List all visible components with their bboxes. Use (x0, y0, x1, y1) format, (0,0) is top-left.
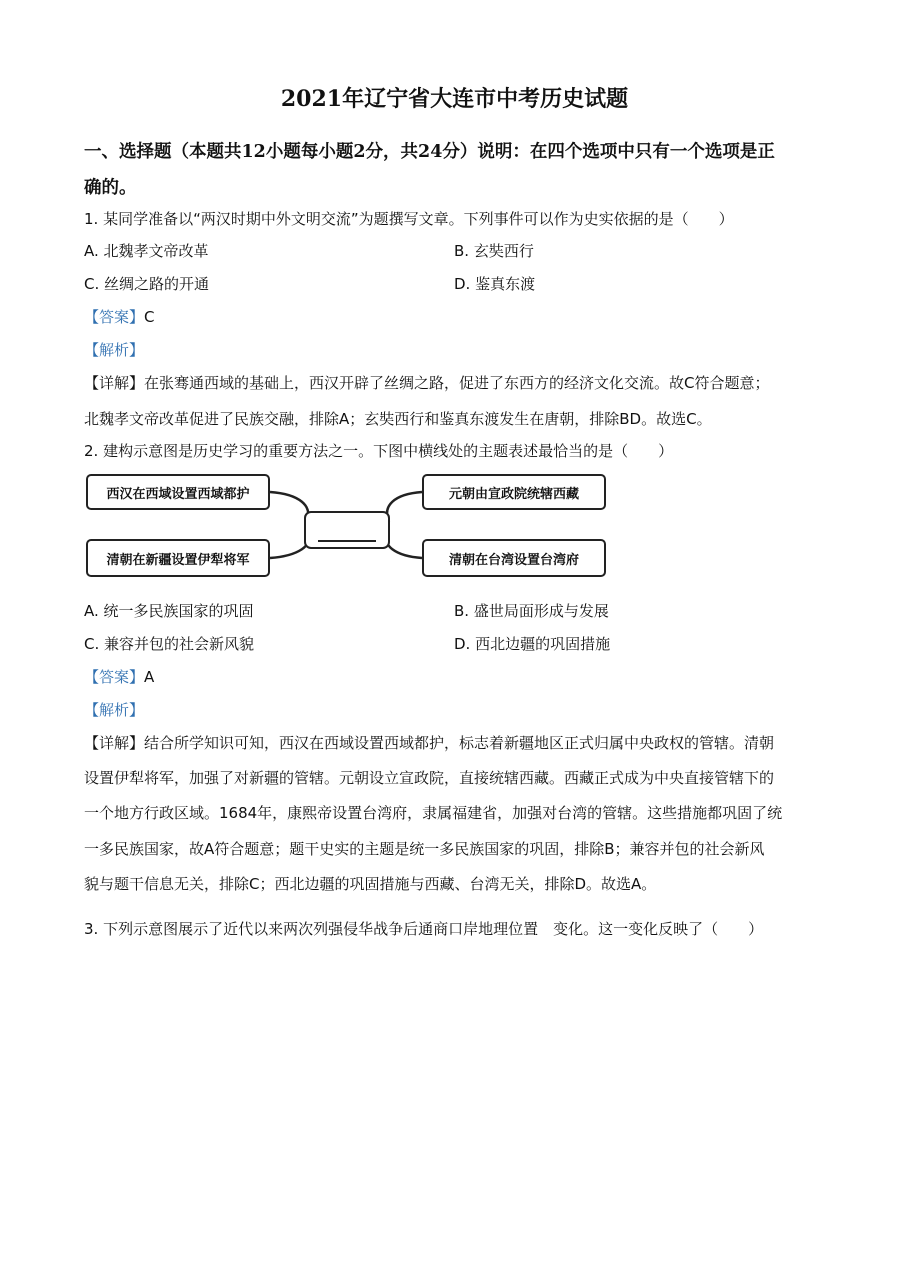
question-2-detail-line-4: 一多民族国家，故A符合题意；题干史实的主题是统一多民族国家的巩固，排除B；兼容并包的社会新风 (84, 840, 765, 858)
answer-value: C (144, 308, 155, 326)
question-1-answer (84, 306, 155, 327)
question-2-option-c: C. 兼容并包的社会新风貌 (84, 635, 255, 653)
question-2-detail-line-1 (84, 732, 829, 753)
question-2-detail-line-2: 设置伊犁将军，加强了对新疆的管辖。元朝设立宣政院，直接统辖西藏。西藏正式成为中央直接管辖下的 (84, 769, 775, 787)
question-2-option-a: A. 统一多民族国家的巩固 (84, 602, 254, 620)
detail-tag: 【详解】 (84, 734, 145, 752)
connector-top-left (270, 492, 308, 522)
diagram-box-top-right: 元朝由宣政院统辖西藏 (422, 474, 606, 510)
connector-top-right (387, 492, 422, 522)
question-1-option-d: D. 鉴真东渡 (454, 275, 536, 293)
detail-tag: 【详解】 (84, 374, 145, 392)
question-2-stem: 2. 建构示意图是历史学习的重要方法之一。下图中横线处的主题表述最恰当的是（ ） (84, 442, 674, 460)
diagram-box-bottom-right: 清朝在台湾设置台湾府 (422, 539, 606, 577)
question-2-answer (84, 666, 154, 687)
answer-tag: 【答案】 (84, 308, 145, 326)
blank-underline (318, 540, 376, 542)
diagram-center-blank (304, 511, 390, 549)
question-3-stem: 3. 下列示意图展示了近代以来两次列强侵华战争后通商口岸地理位置 变化。这一变化反映了（ ） (84, 920, 764, 938)
question-1-option-a: A. 北魏孝文帝改革 (84, 242, 209, 260)
question-1-analysis (84, 339, 144, 360)
section-heading-cont: 确的。 (84, 178, 137, 198)
question-1-detail-line-1 (84, 372, 829, 393)
answer-tag: 【答案】 (84, 668, 145, 686)
connector-bottom-left (270, 536, 308, 558)
question-1-detail-line-2: 北魏孝文帝改革促进了民族交融，排除A；玄奘西行和鉴真东渡发生在唐朝，排除BD。故选C。 (84, 410, 712, 428)
analysis-tag: 【解析】 (84, 341, 145, 359)
question-2-option-d: D. 西北边疆的巩固措施 (454, 635, 611, 653)
question-1-stem: 1. 某同学准备以“两汉时期中外文明交流”为题撰写文章。下列事件可以作为史实依据的是（ ） (84, 210, 734, 228)
page-title: 2021年辽宁省大连市中考历史试题 (280, 86, 629, 112)
question-2-detail-line-5: 貌与题干信息无关，排除C；西北边疆的巩固措施与西藏、台湾无关，排除D。故选A。 (84, 875, 657, 893)
question-1-option-c: C. 丝绸之路的开通 (84, 275, 210, 293)
diagram-box-bottom-left: 清朝在新疆设置伊犁将军 (86, 539, 270, 577)
question-2-detail-line-3: 一个地方行政区域。1684年，康熙帝设置台湾府，隶属福建省，加强对台湾的管辖。这些措施都巩固了统 (84, 804, 783, 822)
concept-diagram (84, 470, 614, 584)
connector-bottom-right (387, 536, 422, 558)
question-2-option-b: B. 盛世局面形成与发展 (454, 602, 609, 620)
answer-value: A (144, 668, 155, 686)
detail-text: 结合所学知识可知，西汉在西域设置西域都护，标志着新疆地区正式归属中央政权的管辖。清朝 (144, 734, 775, 752)
section-heading: 一、选择题（本题共12小题每小题2分，共24分）说明：在四个选项中只有一个选项是正 (84, 142, 775, 162)
question-1-option-b: B. 玄奘西行 (454, 242, 534, 260)
analysis-tag: 【解析】 (84, 701, 145, 719)
question-2-analysis (84, 699, 144, 720)
diagram-box-top-left: 西汉在西域设置西域都护 (86, 474, 270, 510)
detail-text: 在张骞通西域的基础上，西汉开辟了丝绸之路，促进了东西方的经济文化交流。故C符合题意； (144, 374, 770, 392)
